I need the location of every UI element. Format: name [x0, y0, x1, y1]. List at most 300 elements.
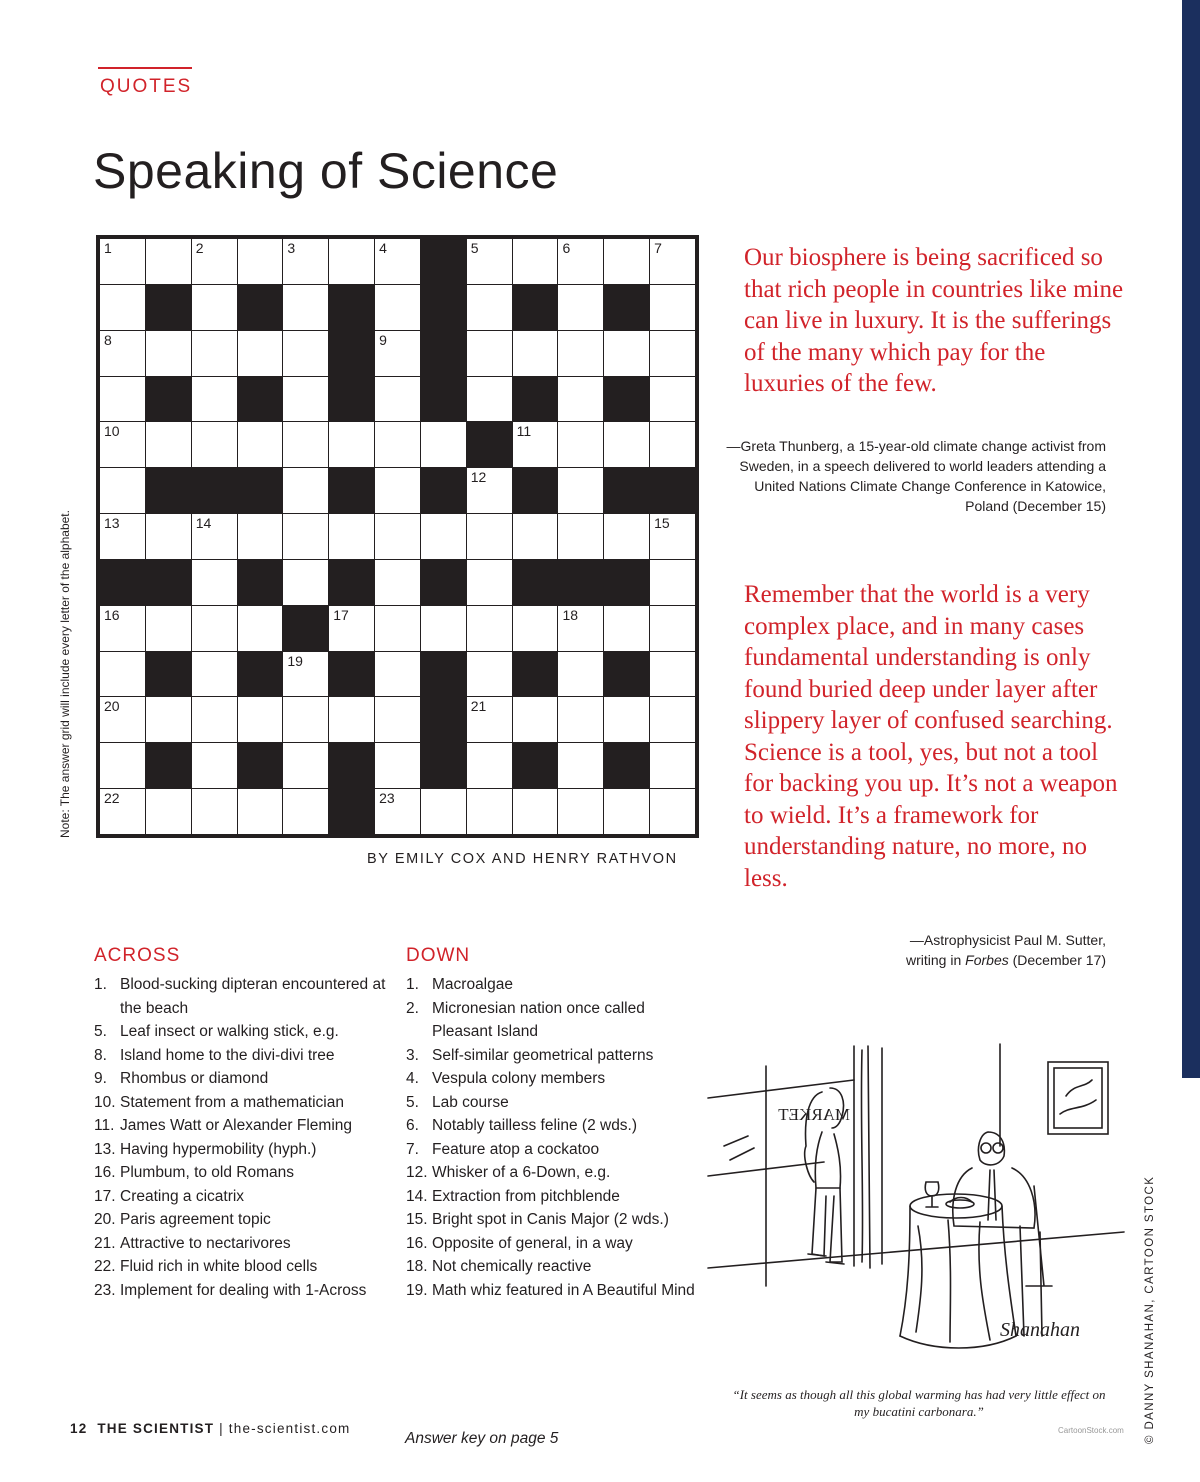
grid-cell-black — [604, 377, 649, 422]
cartoon-credit: © DANNY SHANAHAN, CARTOON STOCK — [1144, 1175, 1156, 1444]
grid-cell[interactable] — [558, 422, 603, 467]
grid-cell-number: 23 — [379, 790, 395, 807]
grid-cell-black — [329, 468, 374, 513]
across-clue — [94, 1208, 394, 1232]
grid-cell[interactable] — [192, 377, 237, 422]
down-clue — [406, 1091, 696, 1115]
down-clue — [406, 1279, 696, 1303]
grid-cell[interactable] — [238, 606, 283, 651]
grid-cell-black — [604, 285, 649, 330]
grid-cell-number: 20 — [104, 698, 120, 715]
crossword-grid — [96, 235, 699, 838]
grid-cell-black — [329, 789, 374, 834]
grid-cell[interactable] — [650, 789, 695, 834]
grid-cell-black — [238, 468, 283, 513]
grid-cell[interactable] — [283, 331, 328, 376]
grid-cell[interactable] — [467, 560, 512, 605]
clue-text: James Watt or Alexander Fleming — [120, 1117, 353, 1134]
grid-cell[interactable] — [467, 652, 512, 697]
grid-cell[interactable] — [100, 789, 145, 834]
grid-cell[interactable] — [421, 789, 466, 834]
clue-number: 7. — [406, 1140, 419, 1158]
clue-text: Notably tailless feline (2 wds.) — [432, 1117, 638, 1134]
grid-cell-black — [100, 560, 145, 605]
grid-cell[interactable] — [100, 468, 145, 513]
grid-cell[interactable] — [558, 331, 603, 376]
clue-text: Opposite of general, in a way — [432, 1234, 633, 1252]
grid-cell-number: 13 — [104, 515, 120, 532]
grid-cell-black — [238, 560, 283, 605]
grid-cell[interactable] — [375, 743, 420, 788]
grid-cell[interactable] — [467, 377, 512, 422]
grid-cell[interactable] — [375, 285, 420, 330]
grid-cell[interactable] — [329, 514, 374, 559]
grid-cell[interactable] — [375, 331, 420, 376]
clue-number: 23. — [94, 1281, 116, 1299]
grid-cell-number: 10 — [104, 423, 120, 440]
grid-cell[interactable] — [467, 239, 512, 284]
grid-cell-black — [604, 743, 649, 788]
grid-cell[interactable] — [146, 239, 191, 284]
grid-cell[interactable] — [238, 331, 283, 376]
grid-cell[interactable] — [100, 422, 145, 467]
across-heading: ACROSS — [94, 945, 181, 966]
grid-cell-number: 12 — [470, 469, 487, 486]
grid-cell-black — [329, 377, 374, 422]
grid-cell[interactable] — [558, 697, 603, 742]
grid-cell-black — [421, 285, 466, 330]
grid-cell[interactable] — [650, 652, 695, 697]
grid-cell[interactable] — [513, 606, 558, 651]
grid-cell[interactable] — [329, 697, 374, 742]
grid-cell-black — [146, 377, 191, 422]
grid-cell[interactable] — [467, 514, 512, 559]
grid-cell[interactable] — [100, 514, 145, 559]
down-clue — [406, 997, 696, 1044]
clue-text: Extraction from pitchblende — [432, 1187, 620, 1205]
magazine-url: the-scientist.com — [228, 1421, 351, 1436]
grid-cell[interactable] — [283, 422, 328, 467]
grid-cell[interactable] — [467, 468, 512, 513]
grid-cell-black — [513, 285, 558, 330]
grid-cell-black — [421, 743, 466, 788]
grid-cell[interactable] — [192, 514, 237, 559]
down-clue-list — [406, 973, 696, 1302]
grid-cell[interactable] — [238, 789, 283, 834]
clue-number: 5. — [406, 1093, 419, 1111]
grid-cell[interactable] — [513, 422, 558, 467]
grid-cell-number: 3 — [287, 240, 296, 256]
clue-text: Whisker of a 6-Down, e.g. — [432, 1164, 611, 1181]
clue-text: Math whiz featured in A Beautiful Mind — [432, 1281, 695, 1299]
grid-cell-black — [146, 468, 191, 513]
grid-cell[interactable] — [650, 743, 695, 788]
clue-number: 11. — [94, 1117, 115, 1134]
grid-cell-black — [421, 239, 466, 284]
grid-cell[interactable] — [192, 743, 237, 788]
grid-cell[interactable] — [558, 743, 603, 788]
clue-number: 13. — [94, 1140, 116, 1158]
grid-cell[interactable] — [238, 239, 283, 284]
grid-cell[interactable] — [513, 514, 558, 559]
grid-cell[interactable] — [375, 468, 420, 513]
clue-text: Macroalgae — [432, 976, 513, 993]
answer-key-note: Answer key on page 5 — [405, 1430, 559, 1447]
grid-cell[interactable] — [100, 285, 145, 330]
grid-cell-black — [421, 331, 466, 376]
grid-cell-number: 22 — [104, 790, 120, 807]
grid-cell[interactable] — [375, 377, 420, 422]
grid-cell[interactable] — [238, 514, 283, 559]
clue-number: 1. — [94, 976, 107, 993]
down-clues — [406, 945, 696, 1302]
down-clue — [406, 1114, 696, 1138]
grid-cell-black — [513, 468, 558, 513]
clue-text: Feature atop a cockatoo — [432, 1140, 600, 1158]
grid-cell[interactable] — [192, 331, 237, 376]
clue-text: Not chemically reactive — [432, 1258, 592, 1275]
down-clue — [406, 1208, 696, 1232]
grid-cell[interactable] — [467, 331, 512, 376]
grid-cell-black — [421, 560, 466, 605]
grid-cell[interactable] — [100, 697, 145, 742]
across-clue — [94, 1114, 394, 1138]
clue-number: 16. — [94, 1164, 116, 1181]
grid-cell[interactable] — [192, 285, 237, 330]
grid-cell[interactable] — [650, 285, 695, 330]
grid-cell[interactable] — [604, 514, 649, 559]
cartoonstock-mark: CartoonStock.com — [1058, 1426, 1124, 1435]
grid-cell[interactable] — [650, 697, 695, 742]
grid-cell[interactable] — [375, 239, 420, 284]
grid-cell[interactable] — [329, 422, 374, 467]
across-clue-list — [94, 973, 394, 1302]
clue-text: Rhombus or diamond — [120, 1070, 269, 1087]
grid-cell[interactable] — [467, 743, 512, 788]
attribution-desc: , a 15-year-old climate change activist from Sweden, in a speech delivered to world leaders attending a United Nations Climate Change Conference in Katowice, Poland (December 15) — [739, 438, 1106, 514]
grid-cell[interactable] — [283, 239, 328, 284]
across-clue — [94, 1255, 394, 1279]
across-clue — [94, 1232, 394, 1256]
clue-text: Leaf insect or walking stick, e.g. — [120, 1023, 339, 1040]
grid-cell[interactable] — [192, 560, 237, 605]
grid-side-note: Note: The answer grid will include every letter of the alphabet. — [58, 510, 72, 838]
grid-cell-black — [329, 652, 374, 697]
grid-cell-number: 9 — [379, 331, 387, 348]
grid-cell-number: 11 — [516, 423, 532, 440]
quote-thunberg-attribution — [720, 436, 1106, 516]
clue-number: 3. — [406, 1046, 419, 1064]
grid-cell[interactable] — [375, 514, 420, 559]
grid-cell-number: 16 — [104, 606, 120, 623]
across-clue — [94, 1279, 394, 1303]
grid-cell[interactable] — [192, 789, 237, 834]
grid-cell[interactable] — [558, 285, 603, 330]
clue-number: 2. — [406, 999, 419, 1017]
quote-thunberg: Our biosphere is being sacrificed so that rich people in countries like mine can live in luxury. It is the sufferings of the many which pay for the luxuries of the few. — [744, 244, 1124, 397]
grid-cell[interactable] — [650, 377, 695, 422]
grid-cell[interactable] — [604, 422, 649, 467]
grid-cell[interactable] — [283, 514, 328, 559]
grid-cell[interactable] — [100, 652, 145, 697]
down-clue — [406, 973, 696, 997]
across-clue — [94, 1020, 394, 1044]
grid-cell-black — [283, 606, 328, 651]
grid-cell-black — [192, 468, 237, 513]
grid-cell-black — [146, 652, 191, 697]
down-clue — [406, 1044, 696, 1068]
grid-cell[interactable] — [558, 239, 603, 284]
grid-cell[interactable] — [283, 789, 328, 834]
cartoon-caption: “It seems as though all this global warming has had very little effect on my bucatini carbonara.” — [732, 1387, 1106, 1419]
across-clue — [94, 1161, 394, 1185]
grid-cell-number: 19 — [287, 652, 303, 669]
grid-cell[interactable] — [650, 422, 695, 467]
grid-cell-number: 6 — [562, 240, 571, 256]
attribution-dash: — — [726, 438, 741, 454]
grid-cell[interactable] — [558, 468, 603, 513]
grid-cell-number: 21 — [470, 698, 487, 715]
clue-text: Micronesian nation once called Pleasant Island — [432, 999, 645, 1040]
grid-cell[interactable] — [238, 422, 283, 467]
clue-number: 17. — [94, 1187, 116, 1205]
clue-number: 19. — [406, 1281, 428, 1299]
grid-cell[interactable] — [329, 239, 374, 284]
down-clue — [406, 1067, 696, 1091]
grid-cell[interactable] — [650, 606, 695, 651]
across-clue — [94, 1138, 394, 1162]
grid-cell[interactable] — [100, 331, 145, 376]
grid-cell-black — [604, 560, 649, 605]
down-clue — [406, 1138, 696, 1162]
grid-cell[interactable] — [513, 239, 558, 284]
clue-text: Implement for dealing with 1-Across — [120, 1281, 367, 1299]
grid-cell[interactable] — [192, 606, 237, 651]
grid-cell-number: 17 — [333, 606, 349, 623]
grid-cell[interactable] — [146, 697, 191, 742]
attribution-name: Greta Thunberg — [740, 438, 840, 454]
grid-cell[interactable] — [146, 789, 191, 834]
grid-cell-number: 14 — [195, 515, 212, 532]
grid-cell[interactable] — [146, 606, 191, 651]
grid-cell[interactable] — [192, 697, 237, 742]
grid-cell[interactable] — [604, 606, 649, 651]
grid-cell[interactable] — [283, 377, 328, 422]
grid-cell-black — [513, 743, 558, 788]
grid-cell-number: 15 — [654, 515, 670, 532]
clue-text: Statement from a mathematician — [120, 1093, 344, 1111]
attribution-date: (December 17) — [1008, 952, 1106, 968]
grid-cell-black — [238, 377, 283, 422]
grid-cell[interactable] — [283, 697, 328, 742]
grid-cell[interactable] — [100, 743, 145, 788]
grid-cell[interactable] — [421, 422, 466, 467]
clue-text: Having hypermobility (hyph.) — [120, 1140, 317, 1158]
clue-number: 5. — [94, 1023, 107, 1040]
across-clues — [94, 945, 394, 1302]
down-clue — [406, 1232, 696, 1256]
clue-number: 20. — [94, 1211, 116, 1228]
clue-number: 6. — [406, 1117, 419, 1134]
down-clue — [406, 1185, 696, 1209]
grid-cell[interactable] — [467, 789, 512, 834]
grid-cell[interactable] — [421, 606, 466, 651]
clue-text: Blood-sucking dipteran encountered at the beach — [120, 976, 386, 1017]
page-title: Speaking of Science — [93, 143, 559, 199]
grid-cell[interactable] — [513, 331, 558, 376]
page-edge-bar — [1182, 0, 1200, 1078]
grid-cell-black — [146, 743, 191, 788]
grid-cell-black — [604, 468, 649, 513]
grid-cell-black — [329, 743, 374, 788]
clue-text: Self-similar geometrical patterns — [432, 1046, 654, 1064]
grid-cell[interactable] — [283, 285, 328, 330]
grid-cell-black — [146, 560, 191, 605]
grid-cell[interactable] — [375, 789, 420, 834]
grid-cell[interactable] — [146, 331, 191, 376]
clue-text: Creating a cicatrix — [120, 1187, 245, 1205]
magazine-name: THE SCIENTIST — [97, 1421, 215, 1436]
grid-cell-black — [238, 285, 283, 330]
clue-text: Bright spot in Canis Major (2 wds.) — [432, 1211, 669, 1228]
quote-sutter-attribution — [780, 930, 1106, 970]
quote-sutter: Remember that the world is a very complex place, and in many cases fundamental understanding is only found buried deep under layer after slippery layer of confused searching. Science is a tool, yes, but not a tool for backing you up. It’s not a weapon to wield. It’s a framework for understanding nature, no more, no less. — [744, 581, 1118, 892]
footer-separator: | — [214, 1421, 229, 1436]
grid-cell[interactable] — [467, 697, 512, 742]
grid-cell-number: 4 — [379, 240, 387, 256]
clue-number: 1. — [406, 976, 419, 993]
grid-cell[interactable] — [604, 239, 649, 284]
grid-cell[interactable] — [604, 697, 649, 742]
down-clue — [406, 1161, 696, 1185]
down-heading: DOWN — [406, 945, 471, 966]
grid-cell[interactable] — [467, 606, 512, 651]
grid-cell[interactable] — [375, 652, 420, 697]
grid-cell[interactable] — [238, 697, 283, 742]
grid-cell[interactable] — [100, 239, 145, 284]
grid-cell[interactable] — [146, 514, 191, 559]
grid-cell[interactable] — [329, 606, 374, 651]
grid-cell-black — [513, 652, 558, 697]
grid-cell[interactable] — [375, 422, 420, 467]
grid-cell-number: 1 — [104, 240, 112, 256]
grid-cell[interactable] — [375, 560, 420, 605]
grid-cell-black — [513, 560, 558, 605]
grid-cell[interactable] — [100, 606, 145, 651]
clue-number: 14. — [406, 1187, 428, 1205]
grid-cell[interactable] — [558, 377, 603, 422]
grid-cell[interactable] — [421, 514, 466, 559]
across-clue — [94, 1091, 394, 1115]
grid-cell[interactable] — [192, 239, 237, 284]
clue-text: Island home to the divi-divi tree — [120, 1046, 335, 1064]
grid-cell-black — [329, 331, 374, 376]
grid-cell[interactable] — [604, 789, 649, 834]
page-footer — [70, 1421, 350, 1436]
cartoon-sign: MARKET — [778, 1105, 850, 1124]
clue-number: 18. — [406, 1258, 428, 1275]
clue-number: 15. — [406, 1211, 428, 1228]
grid-cell-black — [238, 652, 283, 697]
grid-cell-black — [421, 468, 466, 513]
section-label: QUOTES — [100, 76, 193, 97]
across-clue — [94, 1067, 394, 1091]
cartoon-signature: Shanahan — [1000, 1319, 1080, 1341]
clue-text: Vespula colony members — [432, 1070, 606, 1087]
grid-cell[interactable] — [192, 652, 237, 697]
grid-cell-black — [146, 285, 191, 330]
attribution-mid: writing in — [906, 952, 966, 968]
grid-cell[interactable] — [375, 606, 420, 651]
grid-cell[interactable] — [283, 560, 328, 605]
clue-text: Plumbum, to old Romans — [120, 1164, 295, 1181]
clue-number: 10. — [94, 1093, 116, 1111]
grid-cell-number: 5 — [470, 240, 479, 256]
grid-cell[interactable] — [558, 606, 603, 651]
grid-cell-black — [421, 652, 466, 697]
across-clue — [94, 1185, 394, 1209]
grid-cell[interactable] — [283, 743, 328, 788]
grid-cell-black — [467, 422, 512, 467]
clue-number: 21. — [94, 1234, 116, 1252]
grid-cell-black — [604, 652, 649, 697]
clue-number: 16. — [406, 1234, 428, 1252]
grid-cell[interactable] — [604, 331, 649, 376]
grid-cell[interactable] — [558, 514, 603, 559]
grid-cell-black — [329, 560, 374, 605]
clue-number: 9. — [94, 1070, 107, 1087]
grid-cell[interactable] — [513, 789, 558, 834]
page-number: 12 — [70, 1421, 88, 1436]
grid-cell-number: 2 — [195, 240, 204, 256]
grid-cell[interactable] — [513, 697, 558, 742]
grid-cell[interactable] — [283, 652, 328, 697]
grid-cell-black — [238, 743, 283, 788]
clue-number: 4. — [406, 1070, 419, 1087]
clue-text: Lab course — [432, 1093, 509, 1111]
grid-cell[interactable] — [283, 468, 328, 513]
across-clue — [94, 1044, 394, 1068]
grid-cell[interactable] — [467, 285, 512, 330]
grid-cell-number: 7 — [654, 240, 662, 256]
clue-text: Attractive to nectarivores — [120, 1234, 291, 1252]
clue-number: 22. — [94, 1258, 116, 1275]
grid-cell-black — [650, 468, 695, 513]
attribution-publication: Forbes — [965, 952, 1009, 968]
grid-cell-black — [558, 560, 603, 605]
clue-text: Fluid rich in white blood cells — [120, 1258, 318, 1275]
down-clue — [406, 1255, 696, 1279]
across-clue — [94, 973, 394, 1020]
grid-cell[interactable] — [650, 560, 695, 605]
grid-cell[interactable] — [650, 239, 695, 284]
clue-number: 12. — [406, 1164, 428, 1181]
grid-cell[interactable] — [558, 789, 603, 834]
grid-cell-black — [421, 377, 466, 422]
grid-cell[interactable] — [558, 652, 603, 697]
grid-cell-black — [421, 697, 466, 742]
grid-cell[interactable] — [650, 514, 695, 559]
grid-cell[interactable] — [146, 422, 191, 467]
grid-cell[interactable] — [650, 331, 695, 376]
section-rule — [98, 67, 192, 69]
clue-number: 8. — [94, 1046, 107, 1064]
grid-cell[interactable] — [375, 697, 420, 742]
grid-cell[interactable] — [192, 422, 237, 467]
grid-cell[interactable] — [100, 377, 145, 422]
grid-cell-number: 8 — [104, 331, 112, 348]
attribution-name: Paul M. Sutter, — [1014, 932, 1106, 948]
